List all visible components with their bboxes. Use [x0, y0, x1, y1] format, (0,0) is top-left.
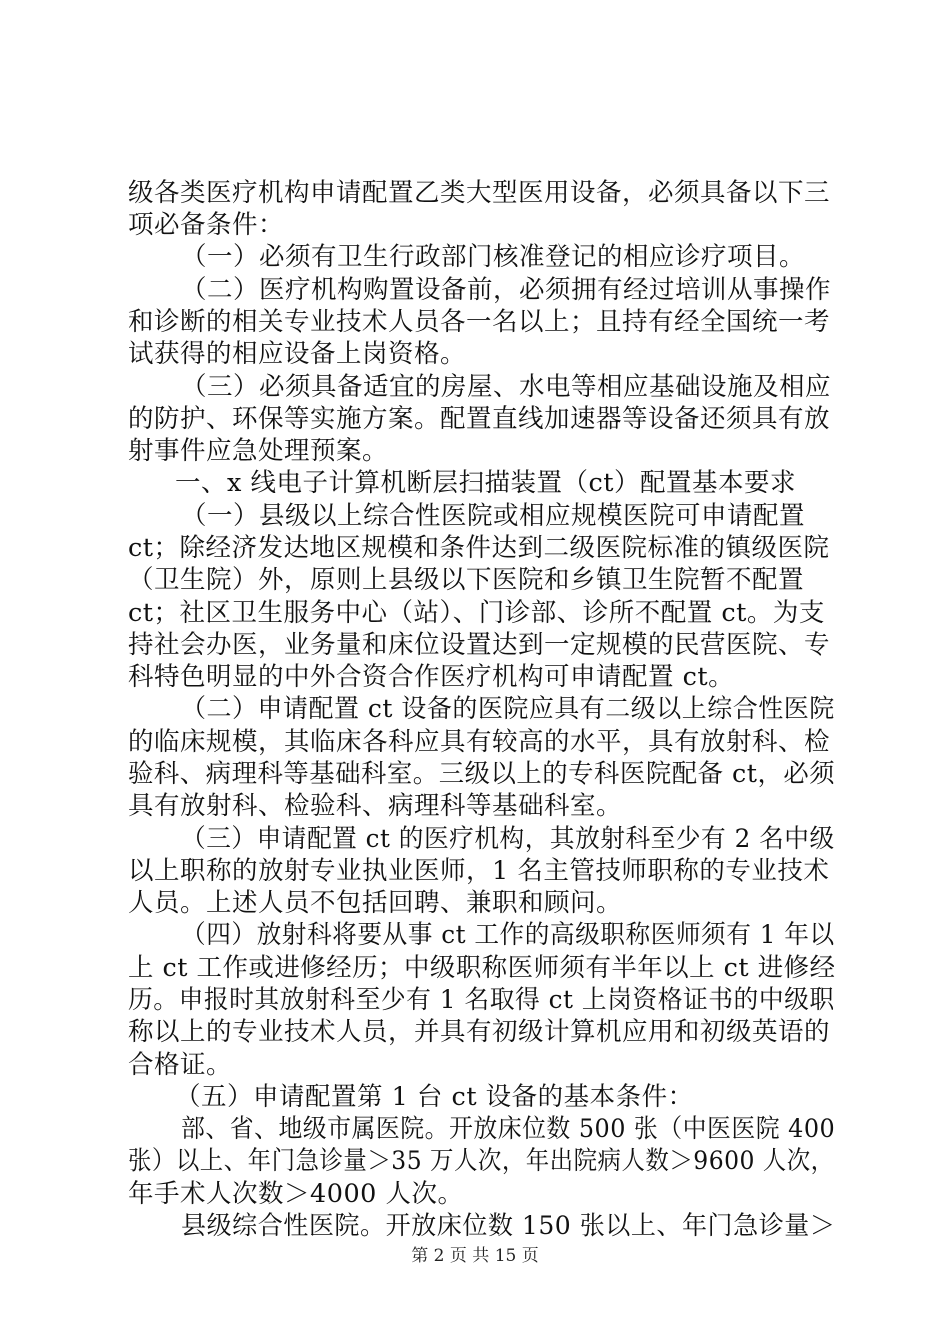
text-line: 部、省、地级市属医院。开放床位数 500 张（中医医院 400: [181, 1114, 836, 1144]
text-line: 具有放射科、检验科、病理科等基础科室。: [128, 791, 623, 821]
text-line: 张）以上、年门急诊量＞35 万人次，年出院病人数＞9600 人次，: [128, 1146, 835, 1176]
text-line: 合格证。: [128, 1050, 233, 1080]
text-line: （三）必须具备适宜的房屋、水电等相应基础设施及相应: [181, 372, 832, 402]
text-line: 以上职称的放射专业执业医师，1 名主管技师职称的专业技术: [128, 856, 830, 886]
text-line: ct；除经济发达地区规模和条件达到二级医院标准的镇级医院: [128, 533, 830, 563]
text-line: 射事件应急处理预案。: [128, 436, 389, 466]
text-line: 历。申报时其放射科至少有 1 名取得 ct 上岗资格证书的中级职: [128, 985, 835, 1015]
text-line: （四）放射科将要从事 ct 工作的高级职称医师须有 1 年以: [181, 920, 835, 950]
text-line: （二）申请配置 ct 设备的医院应具有二级以上综合性医院: [181, 694, 835, 724]
text-line: 年手术人次数＞4000 人次。: [128, 1179, 464, 1209]
text-line: 的临床规模，其临床各科应具有较高的水平，具有放射科、检: [128, 727, 831, 757]
text-line: 的防护、环保等实施方案。配置直线加速器等设备还须具有放: [128, 404, 831, 434]
text-line: （一）县级以上综合性医院或相应规模医院可申请配置: [181, 501, 806, 531]
text-line: 人员。上述人员不包括回聘、兼职和顾问。: [128, 888, 623, 918]
text-line: 验科、病理科等基础科室。三级以上的专科医院配备 ct，必须: [128, 759, 836, 789]
text-line: （二）医疗机构购置设备前，必须拥有经过培训从事操作: [181, 275, 832, 305]
text-line: ct；社区卫生服务中心（站）、门诊部、诊所不配置 ct。为支: [128, 598, 825, 628]
text-line: （一）必须有卫生行政部门核准登记的相应诊疗项目。: [181, 242, 806, 272]
text-line: 县级综合性医院。开放床位数 150 张以上、年门急诊量＞: [181, 1211, 836, 1241]
text-line: 项必备条件：: [128, 210, 285, 240]
text-line: 和诊断的相关专业技术人员各一名以上；且持有经全国统一考: [128, 307, 831, 337]
text-line: 上 ct 工作或进修经历；中级职称医师须有半年以上 ct 进修经: [128, 953, 836, 983]
text-line: 试获得的相应设备上岗资格。: [128, 339, 467, 369]
text-line: 级各类医疗机构申请配置乙类大型医用设备，必须具备以下三: [128, 178, 831, 208]
text-line: 称以上的专业技术人员，并具有初级计算机应用和初级英语的: [128, 1017, 831, 1047]
section-heading: 一、x 线电子计算机断层扫描装置（ct）配置基本要求: [175, 468, 797, 498]
text-line: 科特色明显的中外合资合作医疗机构可申请配置 ct。: [128, 662, 735, 692]
text-line: （五）申请配置第 1 台 ct 设备的基本条件：: [175, 1082, 694, 1112]
text-line: （卫生院）外，原则上县级以下医院和乡镇卫生院暂不配置: [128, 565, 805, 595]
text-line: 持社会办医，业务量和床位设置达到一定规模的民营医院、专: [128, 630, 831, 660]
text-line: （三）申请配置 ct 的医疗机构，其放射科至少有 2 名中级: [181, 824, 835, 854]
page-number-footer: 第 2 页 共 15 页: [411, 1246, 539, 1266]
